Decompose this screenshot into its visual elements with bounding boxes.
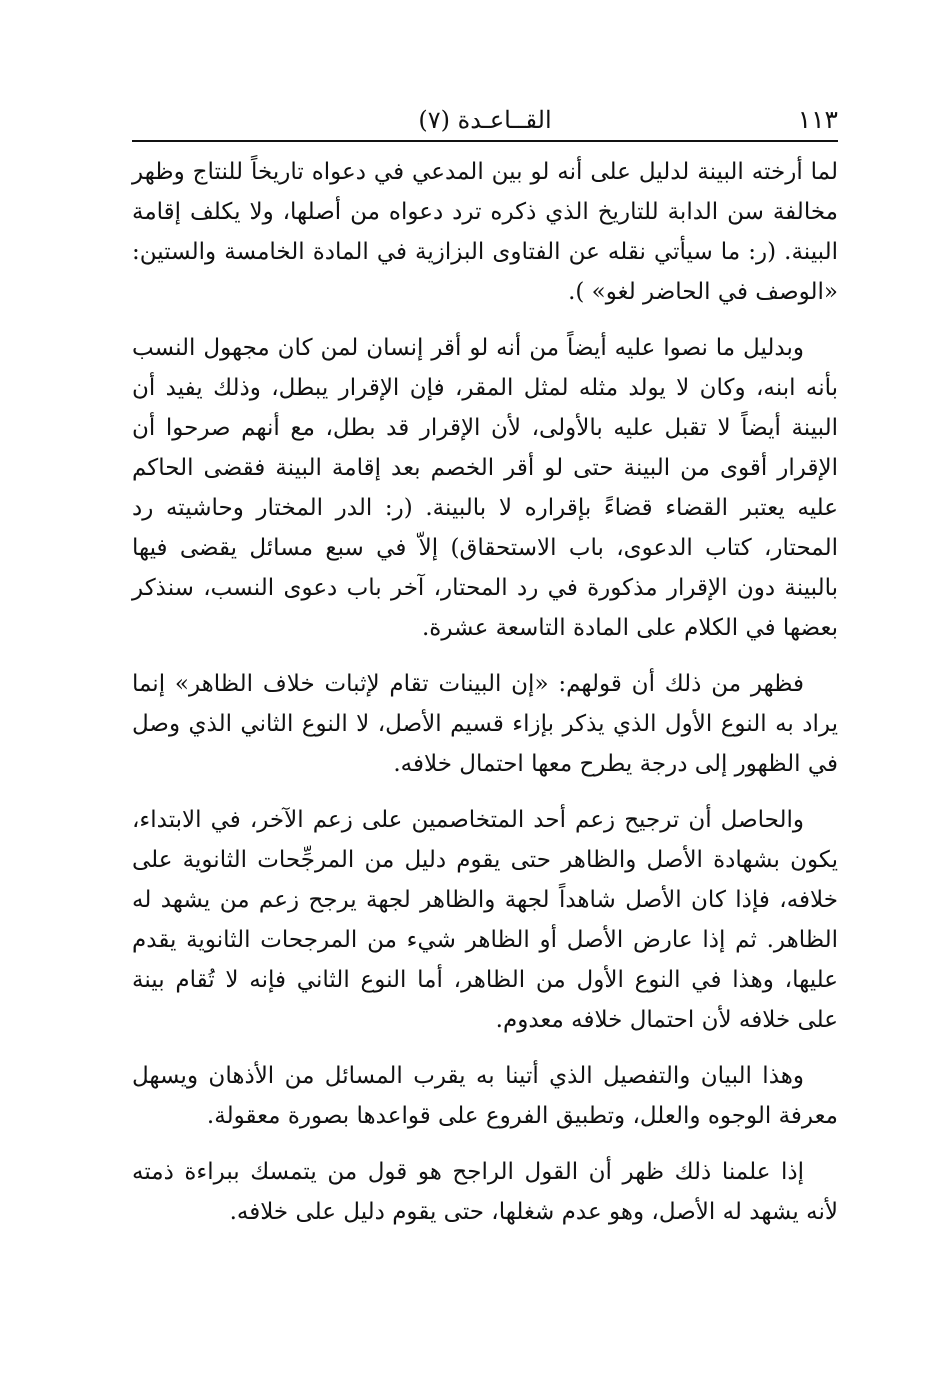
chapter-title: القــاعـدة (٧) — [418, 106, 552, 134]
paragraph-2: وبدليل ما نصوا عليه أيضاً من أنه لو أقر إنسان لمن كان مجهول النسب بأنه ابنه، وكان لا يولد مثله لمثل المقر، فإن الإقرار يبطل، وذلك يفيد أن البينة أيضاً لا تقبل عليه بالأولى، لأن الإقرار قد بطل، مع أنهم صرحوا أن الإقرار أقوى من البينة حتى لو أقر الخصم بعد إقامة البينة فقضى الحاكم عليه يعتبر القضاء قضاءً بإقراره لا بالبينة. (ر: الدر المختار وحاشيته رد المحتار، كتاب الدعوى، باب الاستحقاق) إلاّ في سبع مسائل يقضى فيها بالبينة دون الإقرار مذكورة في رد المحتار، آخر باب دعوى النسب، سنذكر بعضها في الكلام على المادة التاسعة عشرة. — [132, 335, 838, 641]
page-number: ١١٣ — [797, 105, 838, 134]
running-header — [132, 100, 838, 142]
paragraph-4: والحاصل أن ترجيح زعم أحد المتخاصمين على زعم الآخر، في الابتداء، يكون بشهادة الأصل والظاهر حتى يقوم دليل من المرجِّحات الثانوية على خلافه، فإذا كان الأصل شاهداً لجهة والظاهر لجهة يرجح زعم من يشهد له الظاهر. ثم إذا عارض الأصل أو الظاهر شيء من المرجحات الثانوية يقدم عليها، وهذا في النوع الأول من الظاهر، أما النوع الثاني فإنه لا تُقام بينة على خلافه لأن احتمال خلافه معدوم. — [132, 807, 838, 1033]
paragraph-6: إذا علمنا ذلك ظهر أن القول الراجح هو قول من يتمسك ببراءة ذمته لأنه يشهد له الأصل، وهو عدم شغلها، حتى يقوم دليل على خلافه. — [132, 1159, 838, 1225]
book-page — [132, 100, 838, 1232]
body-text — [132, 152, 838, 1232]
paragraph-1: لما أرخته البينة لدليل على أنه لو بين المدعي في دعواه تاريخاً للنتاج وظهر مخالفة سن الدابة للتاريخ الذي ذكره ترد دعواه من أصلها، ولا يكلف إقامة البينة. (ر: ما سيأتي نقله عن الفتاوى البزازية في المادة الخامسة والستين: «الوصف في الحاضر لغو» ). — [132, 159, 838, 305]
paragraph-5: وهذا البيان والتفصيل الذي أتينا به يقرب المسائل من الأذهان ويسهل معرفة الوجوه والعلل، وتطبيق الفروع على قواعدها بصورة معقولة. — [132, 1063, 838, 1129]
paragraph-3: فظهر من ذلك أن قولهم: «إن البينات تقام لإثبات خلاف الظاهر» إنما يراد به النوع الأول الذي يذكر بإزاء قسيم الأصل، لا النوع الثاني الذي وصل في الظهور إلى درجة يطرح معها احتمال خلافه. — [132, 671, 838, 777]
